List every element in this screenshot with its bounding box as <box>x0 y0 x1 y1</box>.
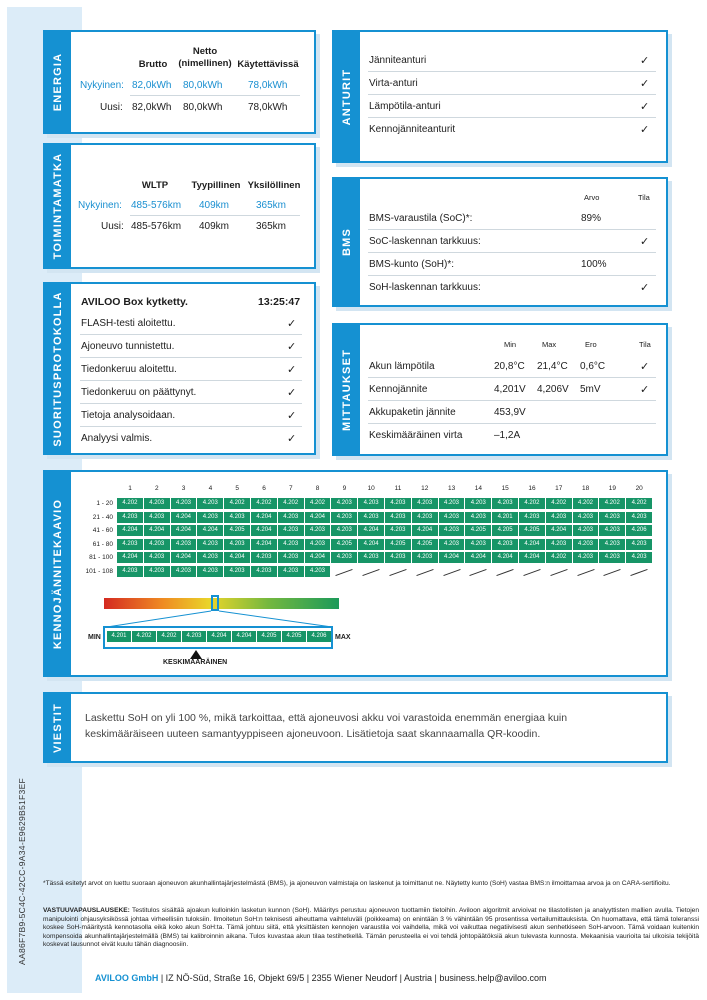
check-icon: ✓ <box>640 124 650 136</box>
cell-value: 4.203 <box>599 539 625 550</box>
sensor-item: Kennojänniteanturit <box>369 124 456 135</box>
cell-row-label: 41 - 60 <box>92 527 113 534</box>
energy-value: 80,0kWh <box>183 80 223 91</box>
cell-value: 4.203 <box>331 498 357 509</box>
cell-value: 4.204 <box>519 539 545 550</box>
range-value: 485-576km <box>131 200 182 211</box>
scale-cell: 4.201 <box>107 631 131 642</box>
energy-row-label: Uusi: <box>100 102 123 113</box>
cell-value: 4.205 <box>385 539 411 550</box>
cell-column-number: 12 <box>421 485 429 492</box>
energy-title: ENERGIA <box>45 32 71 132</box>
cell-value: 4.204 <box>492 552 518 563</box>
cell-value: 4.204 <box>519 552 545 563</box>
cell-value: 4.205 <box>465 525 491 536</box>
cell-value: 4.203 <box>171 498 197 509</box>
cell-row-label: 21 - 40 <box>92 513 113 521</box>
divider <box>80 426 302 427</box>
cell-value: 4.203 <box>492 498 518 509</box>
cell-column-number: 14 <box>474 485 482 492</box>
cell-value: 4.202 <box>117 498 143 509</box>
avg-label: KESKIMÄÄRÄINEN <box>163 659 228 666</box>
cell-value: 4.203 <box>358 498 384 509</box>
cell-value: 4.204 <box>197 525 223 536</box>
cell-value: 4.204 <box>465 552 491 563</box>
sensor-item: Virta-anturi <box>369 78 418 89</box>
disclaimer-title: VASTUUVAPAUSLAUSEKE: <box>43 907 130 914</box>
cell-value: 4.203 <box>439 512 465 523</box>
measure-row-label: Keskimääräinen virta <box>369 430 463 441</box>
cell-value: 4.203 <box>197 539 223 550</box>
cell-value: 4.203 <box>358 512 384 523</box>
cell-value: 4.203 <box>331 525 357 536</box>
check-icon: ✓ <box>640 55 650 67</box>
messages-card <box>43 692 668 763</box>
range-value: 485-576km <box>131 221 182 232</box>
measure-diff: 5mV <box>580 384 601 395</box>
cell-value: 4.202 <box>626 498 652 509</box>
range-title: TOIMINTAMATKA <box>45 145 71 267</box>
cell-value: 4.203 <box>197 552 223 563</box>
cell-value: 4.203 <box>546 512 572 523</box>
measure-title: MITTAUKSET <box>334 325 360 454</box>
range-value: 365km <box>256 221 287 232</box>
scale-cell: 4.204 <box>232 631 256 642</box>
cell-value: 4.203 <box>385 525 411 536</box>
bms-row-label: SoC-laskennan tarkkuus: <box>369 236 481 247</box>
cell-value: 4.203 <box>599 552 625 563</box>
cell-value: 4.203 <box>117 512 143 523</box>
cell-value: 4.201 <box>492 512 518 523</box>
measure-min: –1,2A <box>494 430 521 441</box>
measure-card <box>332 323 668 456</box>
divider <box>80 403 302 404</box>
cell-value: 4.204 <box>358 525 384 536</box>
bms-row-value: 100% <box>581 259 607 270</box>
energy-value: 82,0kWh <box>132 102 172 113</box>
cell-column-number: 6 <box>262 485 266 492</box>
check-icon: ✓ <box>287 410 297 422</box>
measure-max: 4,206V <box>537 384 569 395</box>
cell-column-number: 11 <box>394 485 402 492</box>
cell-row-label: 101 - 108 <box>85 567 113 575</box>
cell-value: 4.203 <box>197 566 223 577</box>
cell-column-number: 15 <box>501 485 509 492</box>
divider <box>368 423 656 424</box>
sensors-card <box>332 30 668 163</box>
scale-cell: 4.202 <box>157 631 181 642</box>
cell-column-number: 16 <box>528 485 536 492</box>
scale-max-label: MAX <box>335 634 351 641</box>
measure-col-diff: Ero <box>585 340 597 349</box>
energy-row-label: Nykyinen: <box>80 80 124 91</box>
cell-column-number: 8 <box>315 485 320 492</box>
cell-value: 4.203 <box>465 512 491 523</box>
range-value: 365km <box>256 200 287 211</box>
cell-row-label: 81 - 100 <box>89 554 113 561</box>
cell-column-number: 4 <box>208 485 213 492</box>
sensors-title: ANTURIT <box>334 32 360 161</box>
protocol-time: 13:25:47 <box>258 296 301 308</box>
cell-value: 4.203 <box>144 566 170 577</box>
cell-value: 4.203 <box>599 512 625 523</box>
cell-value: 4.203 <box>331 512 357 523</box>
cell-value: 4.203 <box>331 552 357 563</box>
scale-min-label: MIN <box>88 634 101 641</box>
divider <box>368 229 656 230</box>
range-row-label: Uusi: <box>101 221 124 232</box>
cell-column-number: 9 <box>342 485 347 492</box>
divider <box>368 94 656 95</box>
cell-value: 4.202 <box>599 498 625 509</box>
divider <box>368 377 656 378</box>
cell-column-number: 1 <box>128 485 132 492</box>
cell-value: 4.203 <box>251 552 277 563</box>
measure-row-label: Kennojännite <box>369 384 428 395</box>
cell-value: 4.203 <box>305 525 331 536</box>
range-card <box>43 143 316 269</box>
bms-row-value: 89% <box>581 213 602 224</box>
cell-value: 4.203 <box>171 566 197 577</box>
cell-value: 4.203 <box>626 512 652 523</box>
cell-value: 4.204 <box>171 525 197 536</box>
energy-value: 82,0kWh <box>132 80 172 91</box>
disclaimer-text: Testitulos sisältää ajoakun kulloinkin lasketun kunnon (SoH). Määritys perustuu ajoneuvon tuottamiin tietoihin. Aviloon algoritmit arvioivat ne tilastollisten ja analyyttisten mallien avulla. Tietojen manipulointi ohjausyksikössä johtaa virheellisiin tuloksiin. Ilmoitetun SoH:n teknisesti aiheuttama vaihteluväli (poikkeama) on enintään 3 % vähintään 95 prosentissa vertailumittauksista. On huomattava, että tämä toleranssi koskee SoH-määritystä kennotasolla eikä koko akun SoH:ta. Tämä johtuu siitä, että yksittäisten kennojen varaustila voi vaihdella, mikä voi vaikuttaa negatiivisesti akun senhetkiseen SoH-arvoon. Tämä voidaan kuitenkin kompensoida akunhallintajärjestelmällä (BMS) tai kalibroinnin aikana. Tulos kuvastaa akun tilaa testihetkellä. Tämän perusteella ei voi tehdä johtopäätöksiä akun tulevasta kunnosta. Mekaanisia vaurioita tai ulkoisia tekijöitä koskevat lausunnot eivät kuulu tähän diagnoosiin. <box>43 907 699 949</box>
cell-value: 4.203 <box>412 552 438 563</box>
footer <box>95 973 547 983</box>
measure-min: 4,201V <box>494 384 526 395</box>
check-icon: ✓ <box>287 364 297 376</box>
check-icon: ✓ <box>287 387 297 399</box>
scale-cell: 4.203 <box>182 631 206 642</box>
protocol-item: Ajoneuvo tunnistettu. <box>81 341 175 352</box>
measure-max: 21,4°C <box>537 361 568 372</box>
cell-value: 4.203 <box>412 498 438 509</box>
cell-value: 4.203 <box>278 552 304 563</box>
measure-min: 453,9V <box>494 407 526 418</box>
check-icon: ✓ <box>287 341 297 353</box>
cell-value: 4.204 <box>171 512 197 523</box>
cell-value: 4.203 <box>519 512 545 523</box>
disclaimer <box>43 907 699 950</box>
protocol-item: FLASH-testi aloitettu. <box>81 318 176 329</box>
energy-value: 78,0kWh <box>248 80 288 91</box>
check-icon: ✓ <box>640 282 650 294</box>
measure-row-label: Akun lämpötila <box>369 361 435 372</box>
bms-row-label: SoH-laskennan tarkkuus: <box>369 282 481 293</box>
measure-min: 20,8°C <box>494 361 525 372</box>
cell-value: 4.204 <box>546 525 572 536</box>
cell-column-number: 17 <box>555 485 563 492</box>
cell-column-number: 10 <box>367 485 375 492</box>
cell-value: 4.203 <box>492 539 518 550</box>
check-icon: ✓ <box>640 78 650 90</box>
cell-value: 4.205 <box>492 525 518 536</box>
cell-value: 4.203 <box>144 498 170 509</box>
scale-cell: 4.205 <box>257 631 281 642</box>
cell-column-number: 19 <box>608 485 616 492</box>
cell-column-number: 5 <box>235 485 239 492</box>
sensor-item: Jänniteanturi <box>369 55 427 66</box>
footnote: *Tässä esitetyt arvot on luettu suoraan ajoneuvon akunhallintajärjestelmästä (BMS), ja ajoneuvon valmistaja on laskenut ja toimittanut ne. Näytetty kunto (SoH) vastaa BMS:n ilmoittamaa arvoa ja on CARA-sertifioitu. <box>43 880 671 887</box>
cell-value: 4.203 <box>573 525 599 536</box>
cell-value: 4.203 <box>385 512 411 523</box>
check-icon: ✓ <box>640 384 650 396</box>
cell-value: 4.205 <box>519 525 545 536</box>
cell-value: 4.203 <box>546 539 572 550</box>
cell-value: 4.204 <box>412 525 438 536</box>
bms-title: BMS <box>334 179 360 305</box>
measure-row-label: Akkupaketin jännite <box>369 407 456 418</box>
measure-col-max: Max <box>542 340 557 349</box>
cell-column-number: 13 <box>447 485 456 492</box>
cell-value: 4.203 <box>439 525 465 536</box>
check-icon: ✓ <box>287 318 297 330</box>
cell-value: 4.203 <box>626 539 652 550</box>
check-icon: ✓ <box>287 433 297 445</box>
cell-column-number: 7 <box>288 485 293 492</box>
energy-col-brutto: Brutto <box>138 59 168 70</box>
energy-value: 78,0kWh <box>248 102 288 113</box>
cell-value: 4.203 <box>171 539 197 550</box>
cell-value: 4.203 <box>278 525 304 536</box>
measure-col-state: Tila <box>639 340 651 349</box>
range-col-wltp: WLTP <box>141 180 169 191</box>
cell-value: 4.203 <box>144 539 170 550</box>
protocol-title: SUORITUSPROTOKOLLA <box>45 284 71 453</box>
footer-address: | IZ NÖ-Süd, Straße 16, Objekt 69/5 | 2355 Wiener Neudorf | Austria | business.help@aviloo.com <box>158 973 547 983</box>
cell-value: 4.203 <box>358 552 384 563</box>
divider <box>368 252 656 253</box>
protocol-item: Tiedonkeruu on päättynyt. <box>81 387 197 398</box>
energy-card <box>43 30 316 134</box>
cell-value: 4.203 <box>626 552 652 563</box>
cell-value: 4.202 <box>546 498 572 509</box>
protocol-item: Analyysi valmis. <box>81 433 153 444</box>
bms-card <box>332 177 668 307</box>
bms-col-state: Tila <box>638 193 650 202</box>
range-row-label: Nykyinen: <box>78 200 122 211</box>
energy-col-usable: Käytettävissä <box>237 59 299 70</box>
bms-row-label: BMS-varaustila (SoC)*: <box>369 213 473 224</box>
cell-row-label: 61 - 80 <box>92 540 113 548</box>
cell-value: 4.203 <box>573 539 599 550</box>
cell-value: 4.203 <box>117 566 143 577</box>
cell-value: 4.203 <box>117 539 143 550</box>
protocol-item: Tietoja analysoidaan. <box>81 410 176 421</box>
divider <box>368 117 656 118</box>
cell-value: 4.204 <box>117 525 143 536</box>
cell-value: 4.203 <box>599 525 625 536</box>
cell-value: 4.203 <box>439 539 465 550</box>
scale-cell: 4.206 <box>307 631 331 642</box>
cell-value: 4.202 <box>224 498 250 509</box>
cell-value: 4.202 <box>278 498 304 509</box>
divider <box>130 95 300 96</box>
cell-value: 4.202 <box>573 498 599 509</box>
cell-value: 4.203 <box>412 512 438 523</box>
cell-value: 4.202 <box>251 498 277 509</box>
scale-cell: 4.204 <box>207 631 231 642</box>
cell-value: 4.205 <box>331 539 357 550</box>
cell-value: 4.203 <box>224 512 250 523</box>
sensor-item: Lämpötila-anturi <box>369 101 441 112</box>
cell-value: 4.205 <box>224 525 250 536</box>
range-col-individual: Yksilöllinen <box>247 180 301 191</box>
scale-cell: 4.202 <box>132 631 156 642</box>
cell-value: 4.203 <box>251 566 277 577</box>
cell-column-number: 2 <box>154 485 159 492</box>
protocol-header: AVILOO Box kytketty. <box>81 296 188 308</box>
cell-value: 4.204 <box>251 525 277 536</box>
scale-cell: 4.205 <box>282 631 306 642</box>
message-text: Laskettu SoH on yli 100 %, mikä tarkoittaa, että ajoneuvosi akku voi varastoida enemmän energiaa kuin keskimääräiseen uuteen samantyyppiseen ajoneuvoon. Lisätietoja saat skannaamalla QR-koodin. <box>85 712 568 740</box>
cell-value: 4.203 <box>224 566 250 577</box>
cell-value: 4.204 <box>439 552 465 563</box>
side-code: AA86F7B9-5C4C-42CC-9A34-E9629B51F3EF <box>17 777 27 965</box>
divider <box>368 400 656 401</box>
cell-value: 4.203 <box>305 566 331 577</box>
protocol-card <box>43 282 316 455</box>
cell-column-number: 3 <box>181 485 186 492</box>
bms-row-label: BMS-kunto (SoH)*: <box>369 259 455 270</box>
energy-col-netto: Netto (nimellinen) <box>178 46 232 69</box>
energy-value: 80,0kWh <box>183 102 223 113</box>
cell-value: 4.203 <box>144 512 170 523</box>
cell-value: 4.206 <box>626 525 652 536</box>
cell-row-label: 1 - 20 <box>96 500 113 507</box>
cell-value: 4.204 <box>305 552 331 563</box>
cell-value: 4.203 <box>305 539 331 550</box>
messages-title: VIESTIT <box>45 694 71 761</box>
avg-marker <box>190 650 202 659</box>
check-icon: ✓ <box>640 236 650 248</box>
divider <box>80 334 302 335</box>
divider <box>130 215 300 216</box>
cell-column-number: 20 <box>635 485 643 492</box>
measure-diff: 0,6°C <box>580 361 606 372</box>
cell-value: 4.203 <box>385 498 411 509</box>
range-col-typical: Tyypillinen <box>191 180 241 191</box>
cell-value: 4.203 <box>573 512 599 523</box>
protocol-item: Tiedonkeruu aloitettu. <box>81 364 177 375</box>
cell-value: 4.204 <box>251 512 277 523</box>
cell-value: 4.204 <box>305 512 331 523</box>
cell-value: 4.203 <box>439 498 465 509</box>
cell-value: 4.204 <box>358 539 384 550</box>
cell-value: 4.205 <box>412 539 438 550</box>
cell-value: 4.203 <box>465 498 491 509</box>
cell-value: 4.204 <box>171 552 197 563</box>
range-value: 409km <box>199 221 230 232</box>
cell-value: 4.202 <box>519 498 545 509</box>
cell-value: 4.202 <box>305 498 331 509</box>
cell-value: 4.203 <box>197 512 223 523</box>
cell-value: 4.204 <box>117 552 143 563</box>
check-icon: ✓ <box>640 101 650 113</box>
cell-value: 4.204 <box>251 539 277 550</box>
cells-card <box>43 470 668 677</box>
divider <box>80 357 302 358</box>
cell-value: 4.202 <box>546 552 572 563</box>
cell-value: 4.203 <box>144 552 170 563</box>
cell-column-number: 18 <box>581 485 590 492</box>
cell-value: 4.203 <box>278 566 304 577</box>
cell-value: 4.203 <box>385 552 411 563</box>
divider <box>368 275 656 276</box>
divider <box>80 380 302 381</box>
cell-value: 4.203 <box>278 512 304 523</box>
cell-value: 4.203 <box>278 539 304 550</box>
footer-company: AVILOO GmbH <box>95 973 159 983</box>
bms-col-value: Arvo <box>584 193 600 202</box>
cell-value: 4.203 <box>197 498 223 509</box>
scale-box <box>103 626 333 649</box>
check-icon: ✓ <box>640 361 650 373</box>
cell-value: 4.204 <box>144 525 170 536</box>
cell-value: 4.203 <box>465 539 491 550</box>
cells-title: KENNOJÄNNITEKAAVIO <box>45 472 71 675</box>
range-value: 409km <box>199 200 230 211</box>
cell-value: 4.204 <box>224 552 250 563</box>
cell-value: 4.203 <box>573 552 599 563</box>
divider <box>368 71 656 72</box>
cell-value: 4.203 <box>224 539 250 550</box>
measure-col-min: Min <box>504 340 517 349</box>
